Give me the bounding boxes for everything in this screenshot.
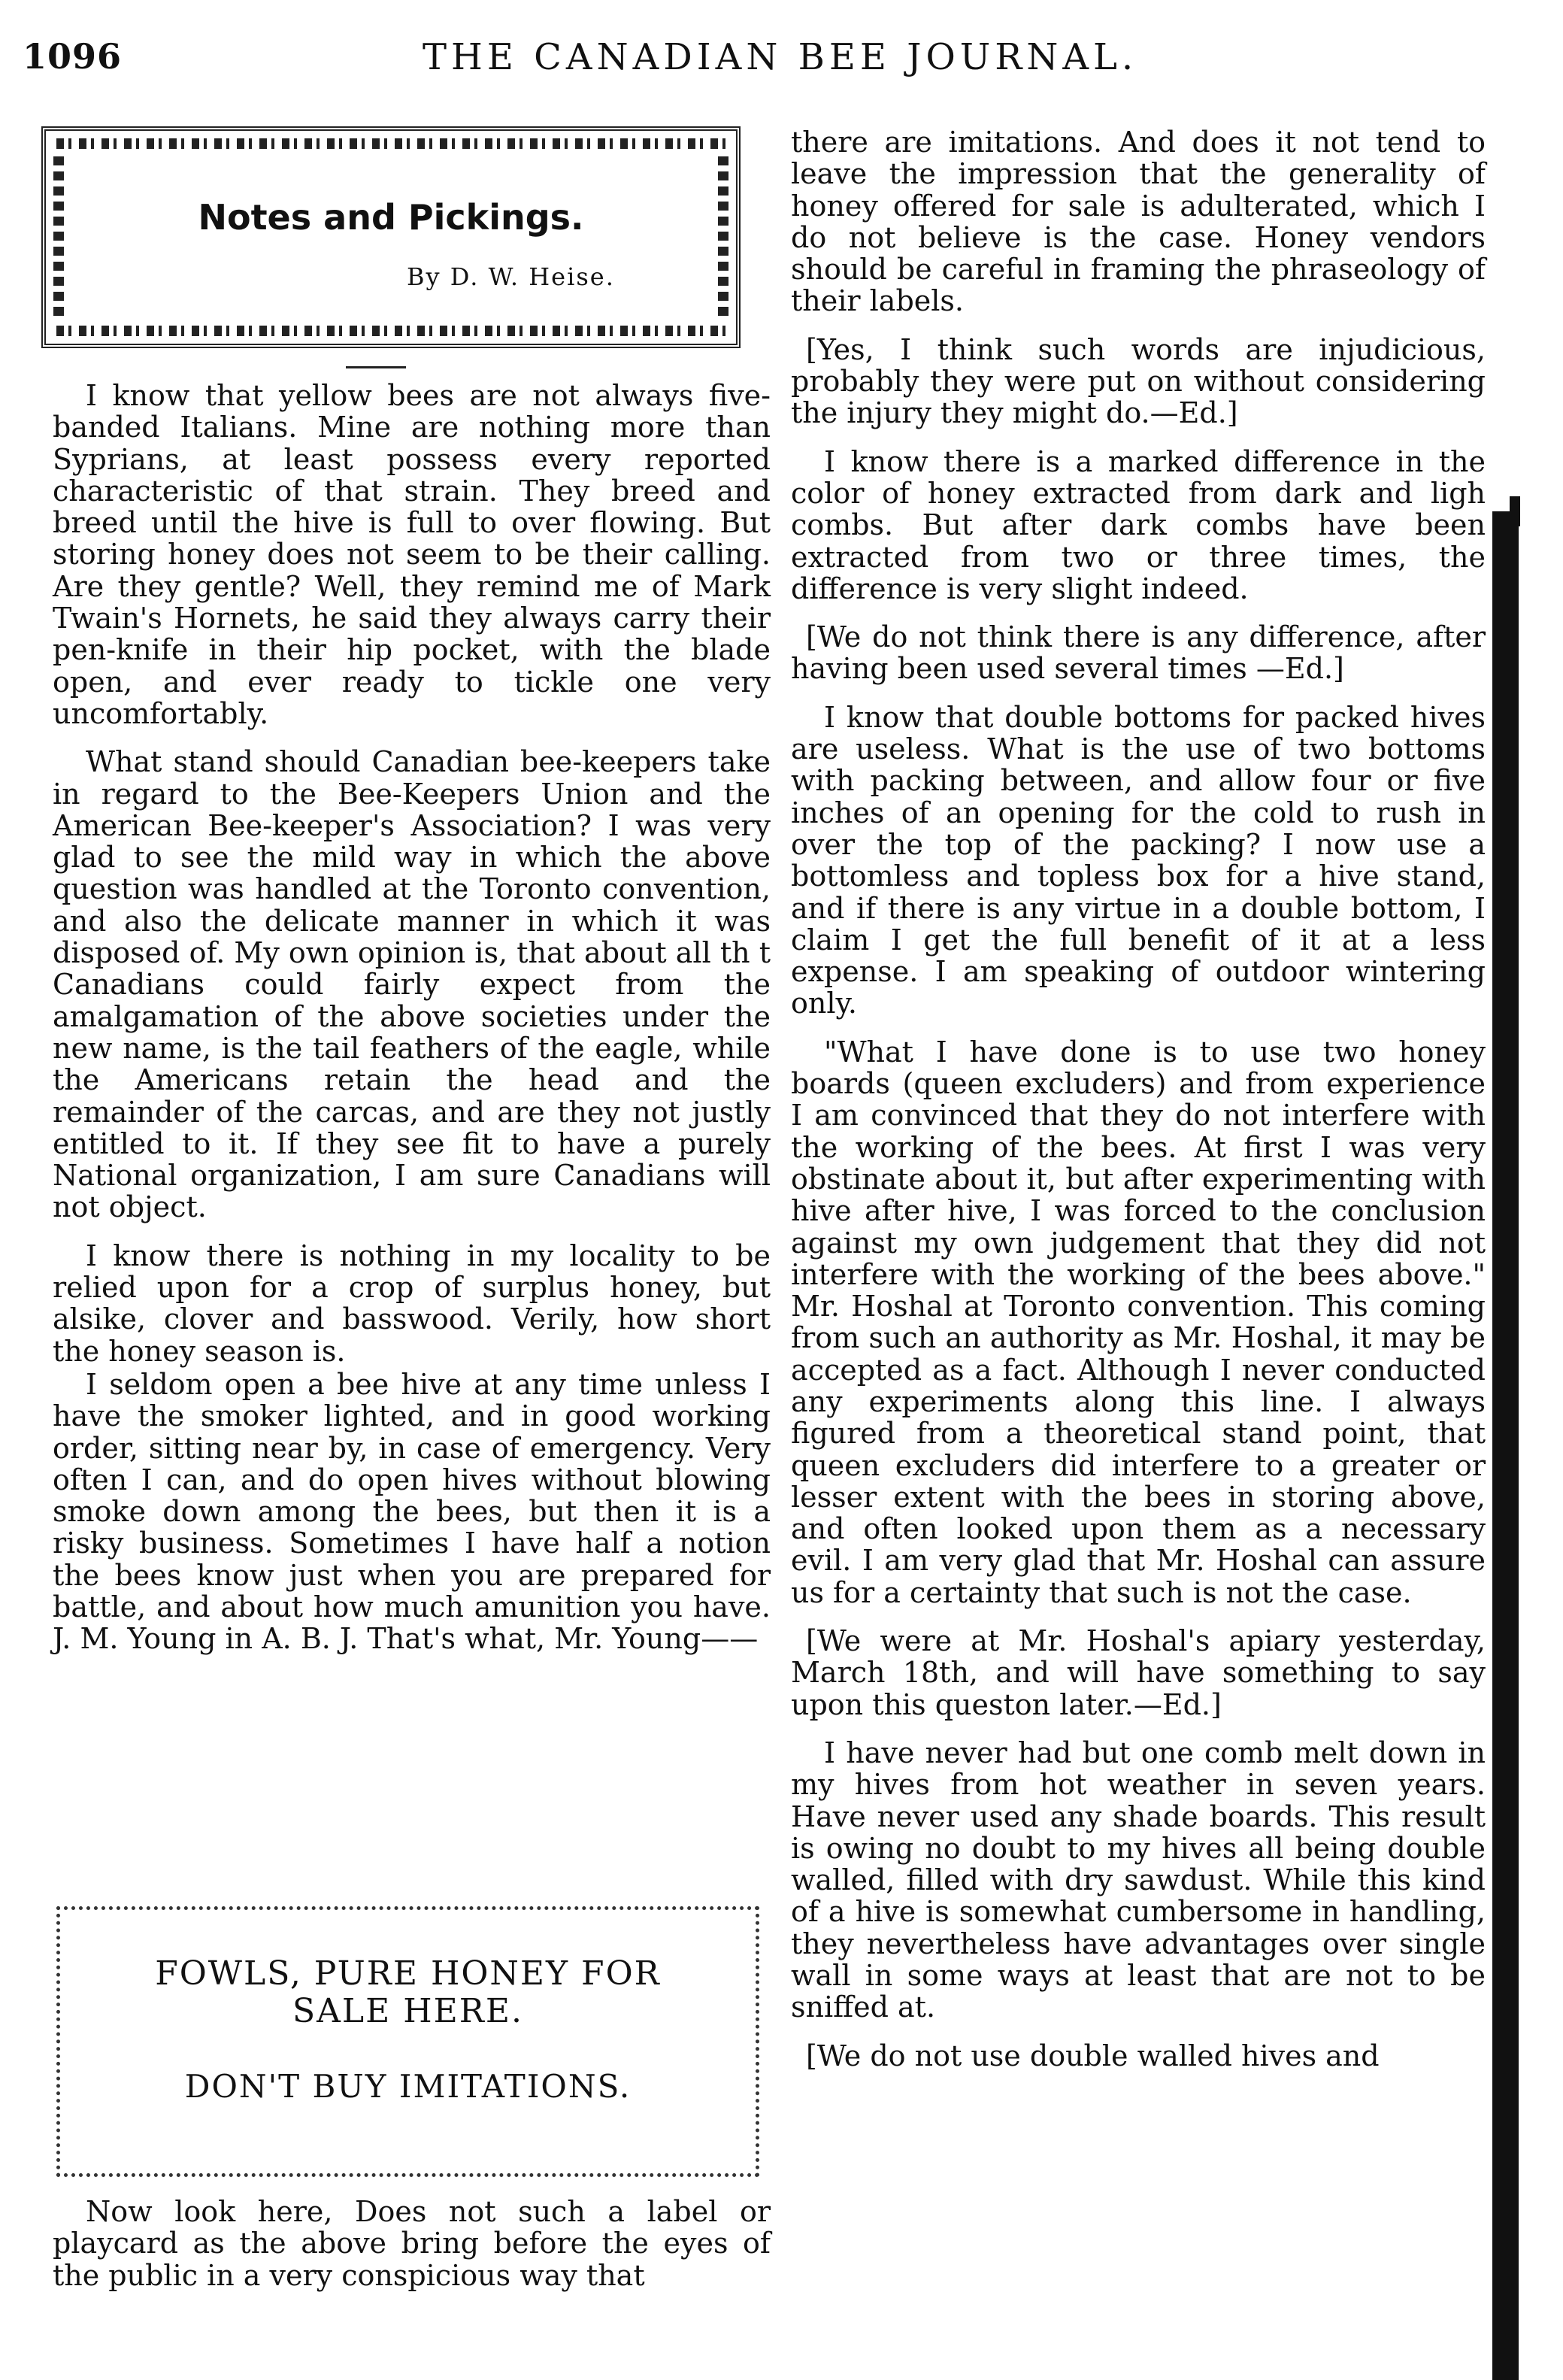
left-column (53, 380, 771, 1672)
advert-line-1: FOWLS, PURE HONEY FOR (155, 1954, 661, 1993)
paragraph: I know that double bottoms for packed hives are useless. What is the use of two bottoms with packing between, and allow four or five inches of an opening for the cold to rush in over the top of the packing? I now use a bottomless and topless box for a hive stand, and if there is any virtue in a double bottom, I claim I get the full benefit of it at a less expense. I am speaking of outdoor wintering only. (791, 700, 1486, 1020)
article-byline: By D. W. Heise. (407, 262, 615, 291)
editor-note: [We were at Mr. Hoshal's apiary yesterday, March 18th, and will have something to say upon this queston later.—Ed.] (791, 1624, 1486, 1721)
ornament-border-bottom (56, 326, 725, 336)
left-column-continuation (53, 2196, 771, 2291)
editor-note: [Yes, I think such words are injudicious, probably they were put on without considering the injury they might do.—Ed.] (791, 332, 1486, 430)
editor-note: [We do not use double walled hives and (806, 2039, 1380, 2072)
scan-shadow-notch (1510, 496, 1520, 526)
paragraph: I know that yellow bees are not always five-banded Italians. Mine are nothing more than Syprians, at least possess every reported characteristic of that strain. They breed and breed until the hive is full to over flowing. But storing honey does not seem to be their calling. Are they gentle? Well, they remind me of Mark Twain's Hornets, he said they always carry their pen-knife in their hip pocket, with the blade open, and ever ready to tickle one very uncomfortably. (53, 379, 771, 730)
advert-line-2: SALE HERE. (292, 1992, 523, 2030)
ornament-border-top (56, 138, 725, 149)
editor-note: [We do not think there is any difference, after having been used several times —Ed.] (791, 620, 1486, 686)
paragraph: What stand should Canadian bee-keepers take in regard to the Bee-Keepers Union and the American Bee-keeper's Association? I was very glad to see the mild way in which the above question was handled at the Toronto convention, and also the delicate manner in which it was disposed of. My own opinion is, that about all th t Canadians could fairly expect from the amalgamation of the above societies under the new name, is the tail feathers of the eagle, while the Americans retain the head and the remainder of the carcas, and are they not justly entitled to it. If they see fit to have a purely National organization, I am sure Canadians will not object. (53, 745, 771, 1224)
right-column (791, 126, 1486, 2088)
paragraph: I seldom open a bee hive at any time unless I have the smoker lighted, and in good working order, sitting near by, in case of emergency. Very often I can, and do open hives without blowing smoke down among the bees, but then it is a risky business. Sometimes I have half a notion the bees know just when you are prepared for battle, and about how much amunition you have. J. M. Young in A. B. J. That's what, Mr. Young—— (53, 1367, 771, 1656)
article-title: Notes and Pickings. (198, 197, 584, 238)
paragraph: I have never had but one comb melt down in my hives from hot weather in seven years. Have never used any shade boards. This result is owing no doubt to my hives all being double walled, filled with dry sawdust. While this kind of a hive is somewhat cumbersome in handling, they nevertheless have advantages over single wall in some ways at least that are not to be sniffed at. (791, 1736, 1486, 2024)
paragraph: I know there is nothing in my locality to be relied upon for a crop of surplus honey, but alsike, clover and basswood. Verily, how short the honey season is. (53, 1239, 771, 1368)
section-divider (346, 366, 406, 368)
advert-headline (60, 1955, 756, 2030)
journal-title: THE CANADIAN BEE JOURNAL. (423, 36, 1138, 78)
article-title-box (41, 126, 741, 348)
paragraph: "What I have done is to use two honey boards (queen excluders) and from experience I am convinced that they do not interfere with the working of the bees. At first I was very obstinate about it, but after experimenting with hive after hive, I was forced to the conclusion against my own judgement that they did not interfere with the working of the bees above." Mr. Hoshal at Toronto convention. This coming from such an authority as Mr. Hoshal, it may be accepted as a fact. Although I never conducted any experiments along this line. I always figured from a theoretical stand point, that queen excluders did interfere to a greater or lesser extent with the bees in storing above, and often looked upon them as a necessary evil. I am very glad that Mr. Hoshal can assure us for a certainty that such is not the case. (791, 1035, 1486, 1609)
page-number: 1096 (23, 36, 123, 77)
advert-line-3: DON'T BUY IMITATIONS. (184, 2068, 632, 2105)
scan-shadow-edge (1492, 511, 1519, 2380)
paragraph: I know there is a marked difference in the color of honey extracted from dark and ligh combs. But after dark combs have been extracted from two or three times, the difference is very slight indeed. (791, 444, 1486, 605)
page-header (23, 36, 1519, 89)
advert-box (56, 1906, 759, 2177)
paragraph: Now look here, Does not such a label or playcard as the above bring before the eyes of the public in a very conspicious way that (53, 2195, 771, 2292)
paragraph: there are imitations. And does it not tend to leave the impression that the generality of honey offered for sale is adulterated, which I do not believe is the case. Honey vendors should be careful in framing the phraseology of their labels. (791, 126, 1486, 318)
